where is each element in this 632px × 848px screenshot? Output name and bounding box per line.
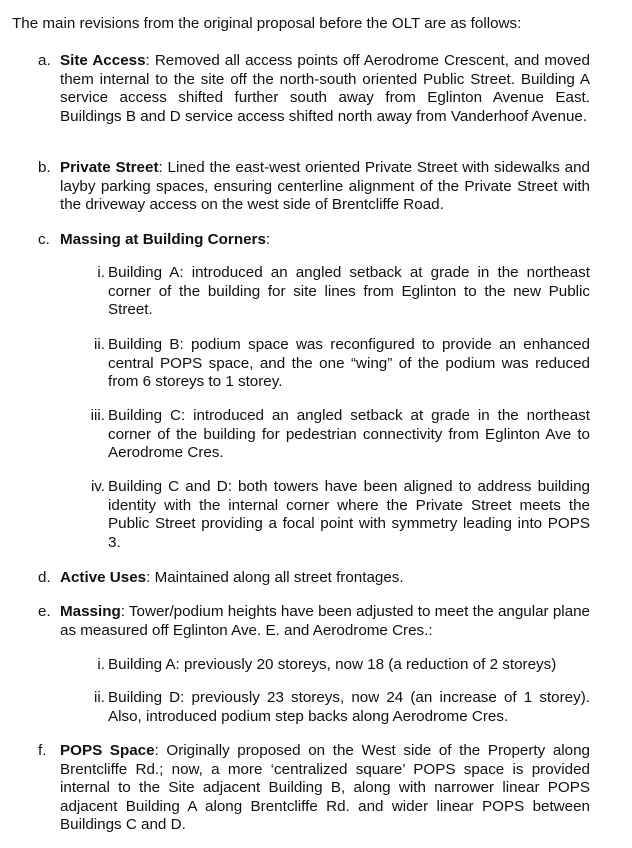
list-marker: b.: [38, 159, 51, 176]
sub-list-item: [78, 656, 590, 675]
item-heading: Massing at Building Corners: [60, 231, 266, 248]
sub-list-item: [78, 689, 590, 726]
list-item-massing: [38, 603, 590, 640]
list-marker: i.: [97, 264, 105, 281]
list-item-pops-space: [38, 742, 590, 835]
sub-list-item: [78, 407, 590, 463]
sub-list-item: [78, 264, 590, 320]
item-text: :: [265, 231, 271, 248]
sub-item-text: Building A: introduced an angled setback at grade in the northeast corner of the building for site lines from Eglinton to the new Public Street.: [108, 264, 590, 318]
sub-item-text: Building D: previously 23 storeys, now 24 (an increase of 1 storey). Also, introduced podium step backs along Aerodrome Cres.: [108, 689, 590, 725]
item-heading: POPS Space: [60, 742, 155, 759]
item-text: : Tower/podium heights have been adjusted to meet the angular plane as measured off Eglinton Ave. E. and Aerodrome Cres.:: [60, 603, 590, 639]
item-heading: Active Uses: [60, 569, 147, 586]
list-marker: i.: [97, 656, 105, 673]
sub-item-text: Building A: previously 20 storeys, now 18 (a reduction of 2 storeys): [108, 656, 557, 673]
list-marker: iv.: [90, 478, 105, 495]
list-marker: e.: [38, 603, 51, 620]
item-text: : Removed all access points off Aerodrome Crescent, and moved them internal to the site off the north-south oriented Public Street. Building A service access shifted further south away from Eglinton Avenue East. Buildings B and D service access shifted north away from Vanderhoof Avenue.: [60, 52, 590, 125]
list-marker: iii.: [90, 407, 105, 424]
item-text: : Maintained along all street frontages.: [146, 569, 404, 586]
sub-item-text: Building C and D: both towers have been aligned to address building identity with the internal corner where the Private Street meets the Public Street providing a focal point with symmetry leading into POPS 3.: [108, 478, 590, 551]
item-heading: Private Street: [60, 159, 159, 176]
sub-item-text: Building B: podium space was reconfigured to provide an enhanced central POPS space, and the one “wing” of the podium was reduced from 6 storeys to 1 storey.: [108, 336, 590, 390]
list-item-private-street: [38, 159, 590, 215]
sub-item-text: Building C: introduced an angled setback at grade in the northeast corner of the building for pedestrian connectivity from Eglinton Ave to Aerodrome Cres.: [108, 407, 590, 461]
list-marker: ii.: [94, 336, 105, 353]
list-marker: f.: [38, 742, 47, 759]
intro-paragraph: The main revisions from the original proposal before the OLT are as follows:: [12, 15, 522, 32]
item-heading: Site Access: [60, 52, 146, 69]
list-item-massing-corners: [38, 231, 590, 250]
item-text: : Lined the east-west oriented Private Street with sidewalks and layby parking spaces, ensuring centerline alignment of the Private Street with the driveway access on the west side of Brentcliffe Road.: [60, 159, 590, 213]
list-marker: d.: [38, 569, 51, 586]
list-marker: c.: [38, 231, 50, 248]
sub-list-item: [78, 336, 590, 392]
sub-list-item: [78, 478, 590, 552]
list-item-site-access: [38, 52, 590, 126]
list-item-active-uses: [38, 569, 590, 588]
list-marker: ii.: [94, 689, 105, 706]
list-marker: a.: [38, 52, 51, 69]
item-text: : Originally proposed on the West side of the Property along Brentcliffe Rd.; now, a more ‘centralized square’ POPS space is provided internal to the Site adjacent Building B, along with narrower linear POPS adjacent Building A along Brentcliffe Rd. and wider linear POPS between Buildings C and D.: [60, 742, 590, 833]
item-heading: Massing: [60, 603, 121, 620]
